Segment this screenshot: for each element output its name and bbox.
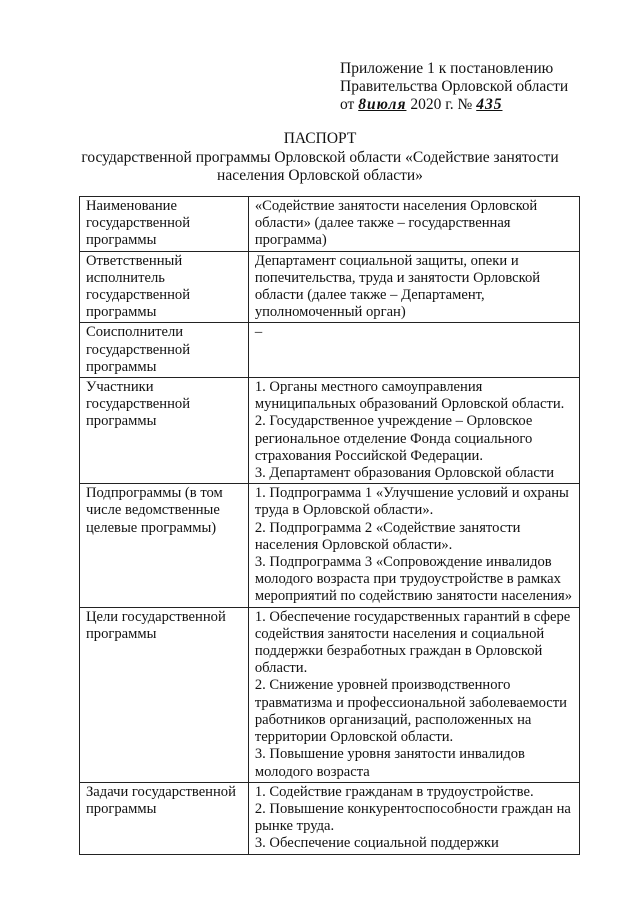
row-content [248, 607, 579, 782]
table-row [80, 782, 580, 854]
row-label: Цели государственной программы [80, 607, 249, 782]
row-label: Соисполнители государственной программы [80, 323, 249, 378]
passport-table [79, 196, 580, 855]
document-title [60, 130, 580, 185]
table-row [80, 378, 580, 484]
table-row [80, 323, 580, 378]
content-paragraph: 3. Подпрограмма 3 «Сопровождение инвалидов молодого возраста при трудоустройстве в рамках мероприятий по содействию занятости населения» [254, 554, 573, 605]
row-label: Задачи государственной программы [80, 782, 249, 854]
passport-table-body [80, 197, 580, 855]
handwritten-date: 8июля [358, 96, 407, 113]
content-paragraph: 3. Повышение уровня занятости инвалидов молодого возраста [254, 746, 525, 780]
year-text: 2020 г. № [410, 96, 473, 113]
content-paragraph: 2. Подпрограмма 2 «Содействие занятости населения Орловской области». [254, 519, 521, 553]
content-paragraph: 1. Подпрограмма 1 «Улучшение условий и охраны труда в Орловской области». [254, 485, 569, 519]
passport-subtitle: государственной программы Орловской области «Содействие занятости населения Орловской области» [81, 149, 559, 184]
row-content [248, 782, 579, 854]
table-row [80, 251, 580, 323]
row-content [248, 323, 579, 378]
content-paragraph: 2. Государственное учреждение – Орловское региональное отделение Фонда социального страхования Российской Федерации. [254, 413, 533, 464]
appendix-block [340, 60, 610, 114]
content-paragraph: 2. Повышение конкурентоспособности граждан на рынке труда. [254, 800, 571, 835]
appendix-line-1: Приложение 1 к постановлению [340, 60, 554, 77]
content-paragraph: 3. Обеспечение социальной поддержки [254, 835, 499, 852]
appendix-date-line [340, 96, 610, 114]
table-row [80, 197, 580, 252]
content-paragraph: 2. Снижение уровней производственного травматизма и профессиональной заболеваемости работников организаций, расположенных на территории Орловской области. [254, 677, 567, 746]
row-content [248, 197, 579, 252]
row-content [248, 251, 579, 323]
row-label: Участники государственной программы [80, 378, 249, 484]
content-paragraph: 1. Органы местного самоуправления муниципальных образований Орловской области. [254, 379, 565, 413]
content-paragraph: Департамент социальной защиты, опеки и попечительства, труда и занятости Орловской области (далее также – Департамент, уполномоченный орган) [254, 252, 541, 321]
content-paragraph: 1. Обеспечение государственных гарантий в сфере содействия занятости населения и социальной поддержки безработных граждан в Орловской области. [254, 608, 571, 677]
date-prefix: от [340, 96, 355, 113]
table-row [80, 607, 580, 782]
row-label: Наименование государственной программы [80, 197, 249, 252]
row-label: Ответственный исполнитель государственной программы [80, 251, 249, 323]
handwritten-number: 435 [476, 96, 503, 113]
content-paragraph: 1. Содействие гражданам в трудоустройстве. [254, 783, 534, 800]
row-content [248, 484, 579, 607]
content-paragraph: 3. Департамент образования Орловской области [254, 465, 555, 482]
table-row [80, 484, 580, 607]
row-label: Подпрограммы (в том числе ведомственные целевые программы) [80, 484, 249, 607]
passport-heading: ПАСПОРТ [283, 130, 357, 147]
content-paragraph: – [254, 324, 263, 341]
appendix-line-2: Правительства Орловской области [340, 78, 569, 95]
content-paragraph: «Содействие занятости населения Орловской области» (далее также – государственная программа) [254, 198, 538, 249]
row-content [248, 378, 579, 484]
